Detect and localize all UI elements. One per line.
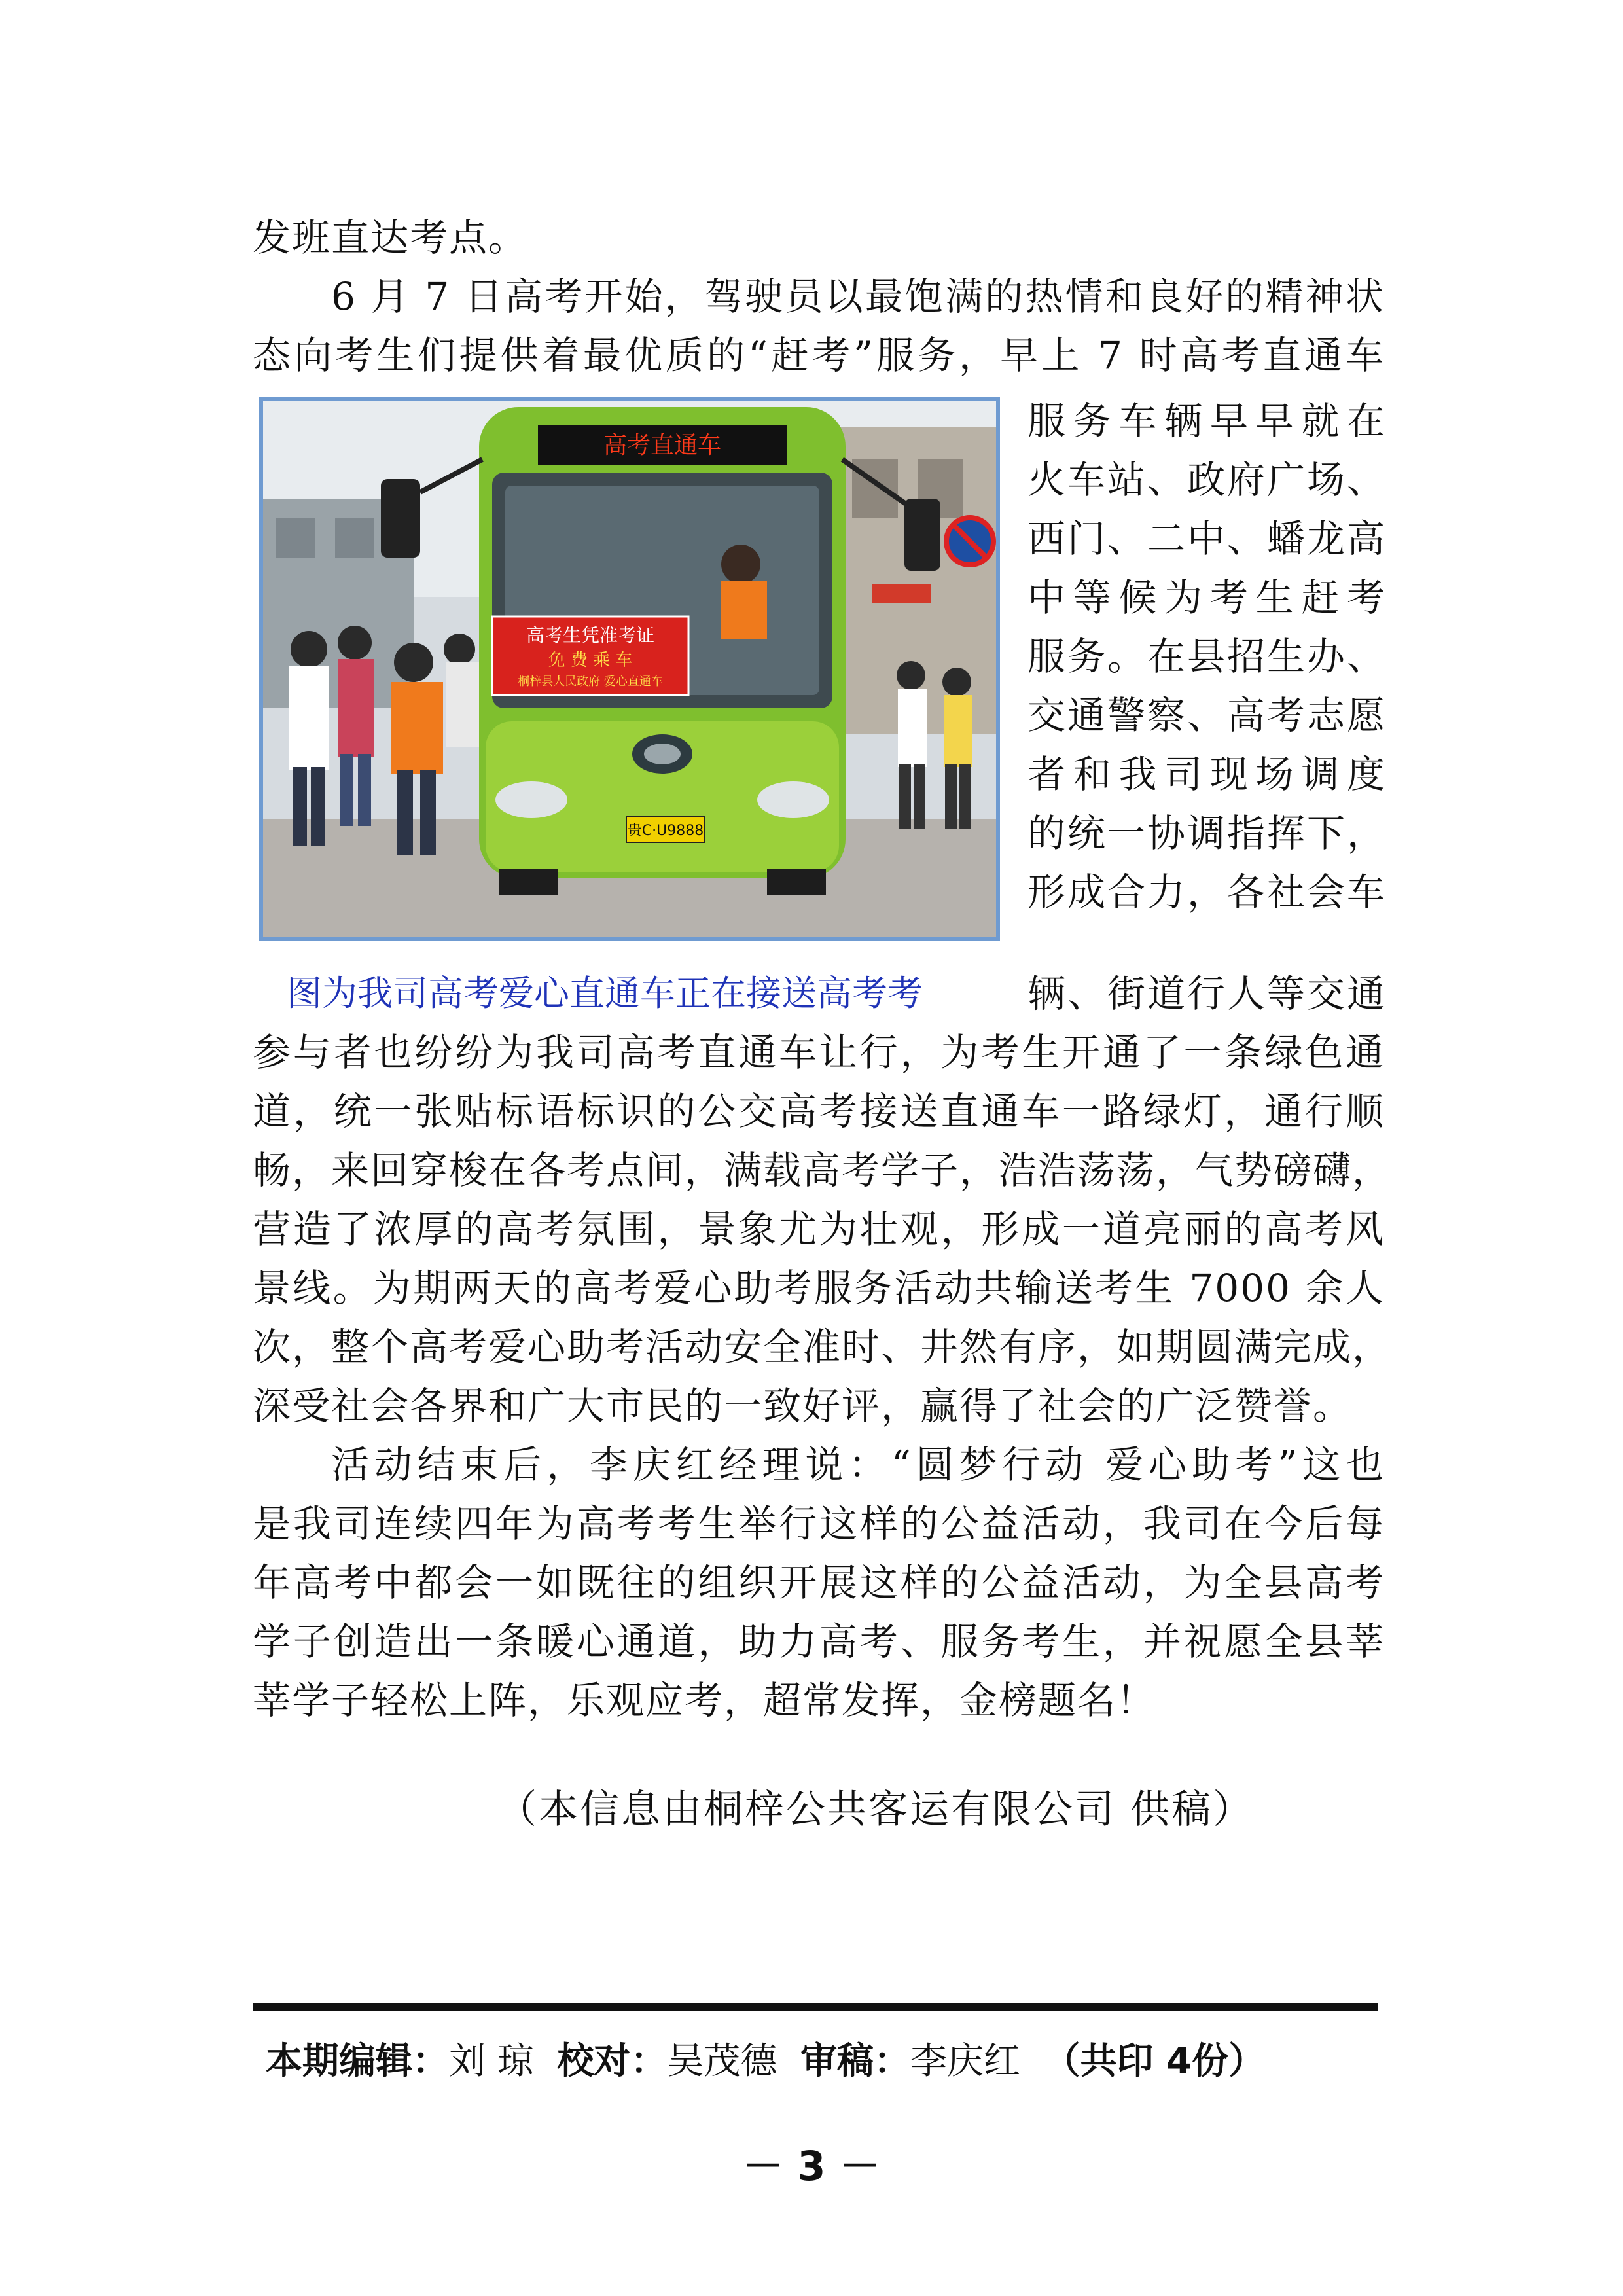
proof-name: 吴茂德 [667, 2040, 777, 2083]
editor-label: 本期编辑： [266, 2040, 449, 2083]
copies-note: （共印 4份） [1043, 2040, 1266, 2083]
bus-photo [259, 397, 1000, 941]
body-line-5: 道，统一张贴标语标识的公交高考接送直通车一路绿灯，通行顺 [253, 1089, 1385, 1134]
body-line-3: 态向考生们提供着最优质的“赶考”服务，早上 7 时高考直通车 [253, 333, 1385, 378]
body-line-14: 学子创造出一条暖心通道，助力高考、服务考生，并祝愿全县莘 [253, 1619, 1385, 1664]
article-credit: （本信息由桐梓公共客运有限公司 供稿） [497, 1787, 1255, 1833]
right-line-9: 形成合力，各社会车 [1027, 870, 1385, 914]
review-label: 审稿： [800, 2040, 911, 2083]
body-line-2: 6 月 7 日高考开始，驾驶员以最饱满的热情和良好的精神状 [331, 274, 1385, 319]
body-line-9: 次，整个高考爱心助考活动安全准时、井然有序，如期圆满完成， [253, 1325, 1392, 1369]
right-line-1: 服务车辆早早就在 [1027, 399, 1385, 443]
editors-line [266, 2032, 1265, 2091]
right-line-6: 交通警察、高考志愿 [1027, 693, 1385, 738]
banner-text-small: 桐梓县人民政府 爱心直通车 [518, 675, 663, 689]
plate-text: 贵C·U9888 [627, 823, 704, 839]
right-line-7: 者和我司现场调度 [1027, 752, 1385, 797]
right-line-10: 辆、街道行人等交通 [1027, 971, 1385, 1016]
bus-photo-illustration [263, 401, 996, 937]
banner-text-top: 高考生凭准考证 [526, 624, 655, 646]
right-line-8: 的统一协调指挥下， [1027, 811, 1385, 855]
photo-caption: 图为我司高考爱心直通车正在接送高考考 [287, 973, 923, 1014]
right-line-5: 服务。在县招生办、 [1027, 634, 1385, 679]
body-line-12: 是我司连续四年为高考考生举行这样的公益活动，我司在今后每 [253, 1501, 1385, 1546]
body-line-7: 营造了浓厚的高考氛围，景象尤为壮观，形成一道亮丽的高考风 [253, 1207, 1385, 1251]
right-line-2: 火车站、政府广场、 [1027, 457, 1385, 502]
page-number: － 3 － [742, 2142, 881, 2190]
right-line-4: 中等候为考生赶考 [1027, 575, 1385, 620]
body-line-11: 活动结束后，李庆红经理说：“圆梦行动 爱心助考”这也 [331, 1443, 1385, 1487]
body-line-1: 发班直达考点。 [253, 215, 528, 260]
proof-label: 校对： [557, 2040, 668, 2083]
body-line-10: 深受社会各界和广大市民的一致好评，赢得了社会的广泛赞誉。 [253, 1384, 1353, 1428]
banner-text-mid: 免 费 乘 车 [548, 651, 633, 670]
body-line-13: 年高考中都会一如既往的组织开展这样的公益活动，为全县高考 [253, 1560, 1385, 1605]
right-line-3: 西门、二中、蟠龙高 [1027, 516, 1385, 561]
review-name: 李庆红 [910, 2040, 1021, 2083]
editor-name: 刘 琼 [449, 2040, 534, 2083]
body-line-6: 畅，来回穿梭在各考点间，满载高考学子，浩浩荡荡，气势磅礴， [253, 1148, 1392, 1193]
bus-sign-text: 高考直通车 [603, 432, 722, 459]
body-line-4: 参与者也纷纷为我司高考直通车让行，为考生开通了一条绿色通 [253, 1030, 1385, 1075]
body-line-8: 景线。为期两天的高考爱心助考服务活动共输送考生 7000 余人 [253, 1266, 1385, 1310]
footer-divider [253, 2003, 1378, 2011]
body-line-15: 莘学子轻松上阵，乐观应考，超常发挥，金榜题名！ [253, 1678, 1156, 1723]
